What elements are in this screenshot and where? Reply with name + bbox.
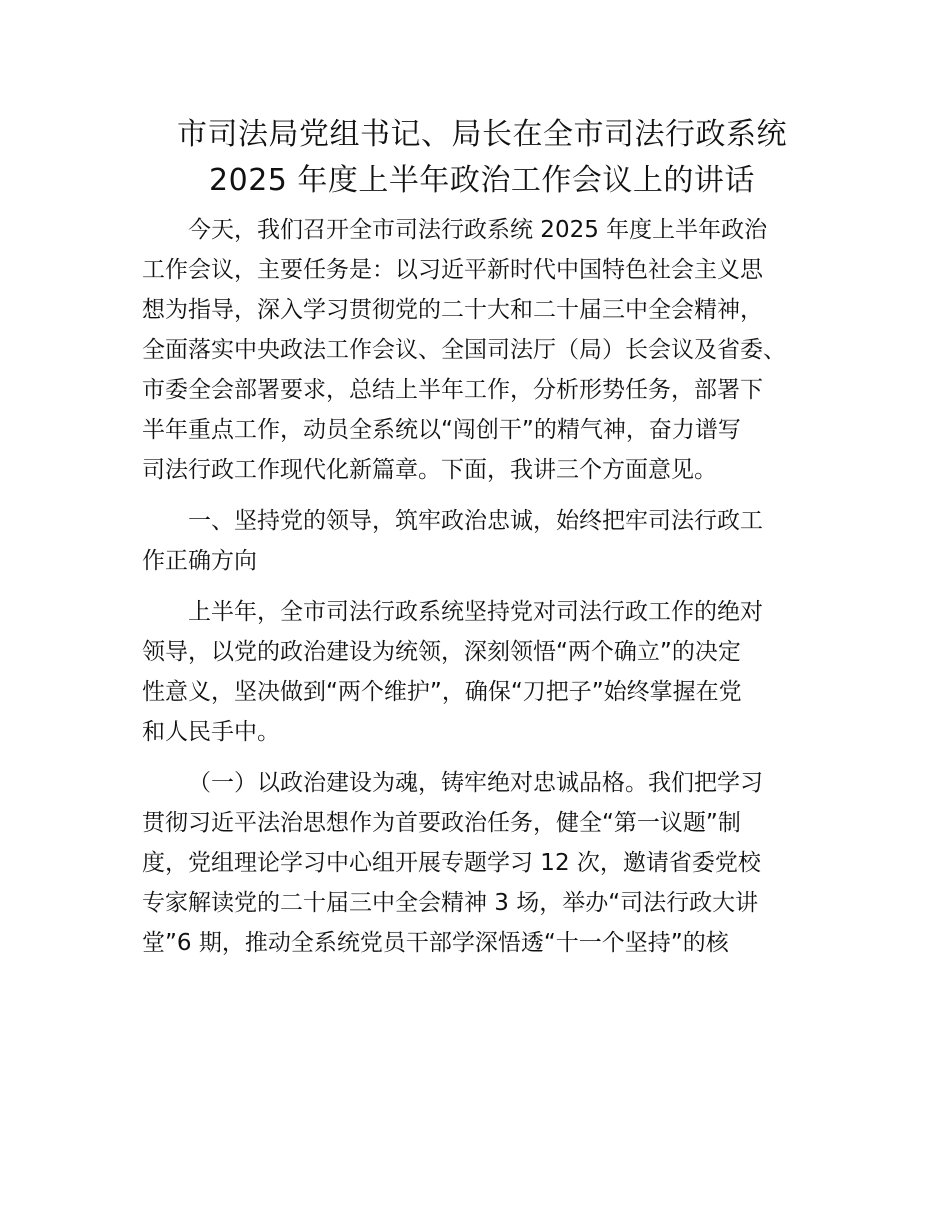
paragraph-line: 全面落实中央政法工作会议、全国司法厅（局）长会议及省委、 bbox=[142, 337, 786, 363]
paragraph-line: 今天，我们召开全市司法行政系统 2025 年度上半年政治 bbox=[188, 217, 768, 243]
paragraph-line: 作正确方向 bbox=[142, 548, 257, 574]
paragraph-line: 司法行政工作现代化新篇章。下面，我讲三个方面意见。 bbox=[142, 457, 717, 483]
paragraph-line: 度，党组理论学习中心组开展专题学习 12 次，邀请省委党校 bbox=[142, 850, 761, 876]
paragraph-line: 上半年，全市司法行政系统坚持党对司法行政工作的绝对 bbox=[188, 599, 763, 625]
paragraph-line: 贯彻习近平法治思想作为首要政治任务，健全“第一议题”制 bbox=[142, 810, 741, 836]
section-heading-1 bbox=[142, 501, 822, 581]
title-line-1: 市司法局党组书记、局长在全市司法行政系统 bbox=[177, 117, 787, 152]
paragraph-line: 市委全会部署要求，总结上半年工作，分析形势任务，部署下 bbox=[142, 377, 763, 403]
paragraph-line: 想为指导，深入学习贯彻党的二十大和二十届三中全会精神， bbox=[142, 297, 763, 323]
paragraph-line: 领导，以党的政治建设为统领，深刻领悟“两个确立”的决定 bbox=[142, 639, 741, 665]
paragraph-line: 工作会议，主要任务是：以习近平新时代中国特色社会主义思 bbox=[142, 257, 763, 283]
document-title bbox=[142, 112, 822, 204]
document-content bbox=[142, 112, 822, 974]
paragraph-line: 堂”6 期，推动全系统党员干部学深悟透“十一个坚持”的核 bbox=[142, 930, 729, 956]
paragraph-line: 和人民手中。 bbox=[142, 719, 280, 745]
title-line-2: 2025 年度上半年政治工作会议上的讲话 bbox=[209, 163, 755, 198]
paragraph-line: 半年重点工作，动员全系统以“闯创干”的精气神，奋力谱写 bbox=[142, 417, 741, 443]
document-body bbox=[142, 210, 822, 963]
paragraph-line: 一、坚持党的领导，筑牢政治忠诚，始终把牢司法行政工 bbox=[188, 508, 763, 534]
paragraph-intro bbox=[142, 210, 822, 490]
paragraph-line: 专家解读党的二十届三中全会精神 3 场，举办“司法行政大讲 bbox=[142, 890, 759, 916]
paragraph-summary bbox=[142, 592, 822, 752]
paragraph-line: （一）以政治建设为魂，铸牢绝对忠诚品格。我们把学习 bbox=[188, 770, 763, 796]
paragraph-line: 性意义，坚决做到“两个维护”，确保“刀把子”始终掌握在党 bbox=[142, 679, 742, 705]
paragraph-subsection-1 bbox=[142, 763, 822, 963]
